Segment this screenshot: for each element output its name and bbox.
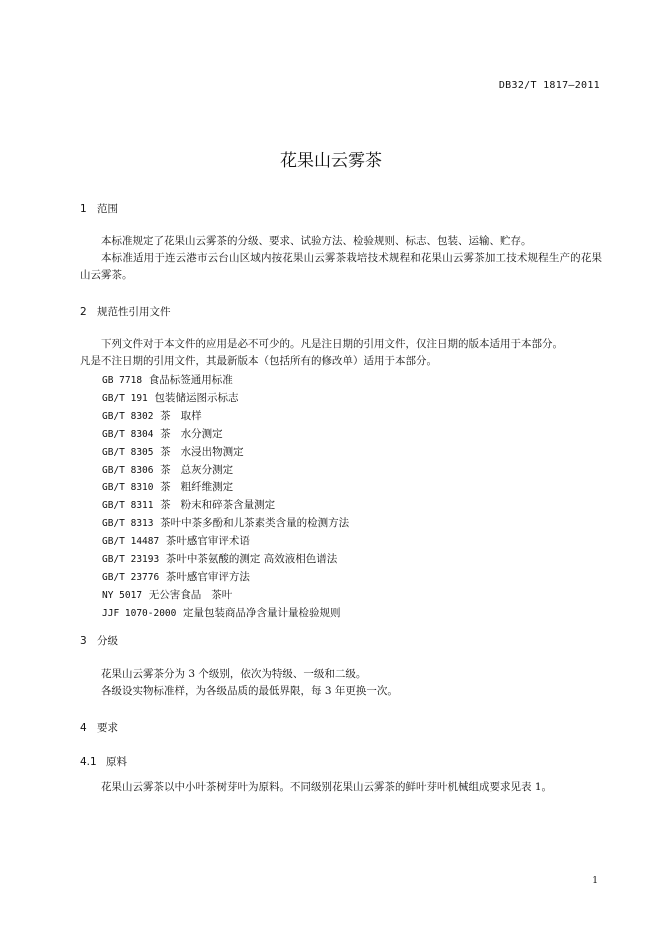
standard-code: DB32/T 1817—2011 (498, 80, 600, 91)
reference-item (102, 551, 349, 569)
normative-references-list (102, 372, 349, 623)
reference-code: GB/T 8306 (102, 464, 154, 476)
document-title: 花果山云雾茶 (280, 151, 382, 171)
reference-name: 茶 水分测定 (153, 427, 223, 440)
reference-name: 定量包装商品净含量计量检验规则 (176, 606, 341, 619)
reference-item (102, 515, 349, 533)
section-4-1-paragraph-1: 花果山云雾茶以中小叶茶树芽叶为原料。不同级别花果山云雾茶的鲜叶芽叶机械组成要求见表 1。 (101, 781, 553, 793)
reference-code: GB/T 14487 (102, 536, 160, 548)
section-number: 1 (80, 203, 87, 215)
reference-code: GB/T 8305 (102, 446, 154, 458)
section-title: 原料 (106, 756, 127, 768)
reference-item (102, 605, 349, 623)
section-number: 4.1 (80, 756, 97, 768)
page-number: 1 (592, 876, 598, 886)
reference-code: GB 7718 (102, 375, 143, 386)
reference-item (102, 426, 349, 444)
section-2-paragraph-2: 凡是不注日期的引用文件，其最新版本（包括所有的修改单）适用于本部分。 (80, 355, 437, 367)
reference-name: 包装储运图示标志 (147, 391, 239, 404)
section-3-paragraph-2: 各级设实物标准样，为各级品质的最低界限，每 3 年更换一次。 (101, 685, 398, 697)
section-3-heading (80, 633, 118, 648)
reference-code: GB/T 8313 (102, 518, 154, 530)
reference-code: GB/T 8304 (102, 428, 154, 440)
reference-code: GB/T 8311 (102, 500, 154, 512)
reference-item (102, 569, 349, 587)
reference-name: 无公害食品 茶叶 (142, 588, 233, 601)
section-title: 要求 (97, 722, 118, 734)
section-2-heading (80, 304, 171, 319)
section-1-paragraph-1: 本标准规定了花果山云雾茶的分级、要求、试验方法、检验规则、标志、包装、运输、贮存。 (101, 235, 532, 247)
reference-code: GB/T 23193 (102, 554, 160, 566)
reference-item (102, 462, 349, 480)
section-title: 规范性引用文件 (97, 306, 171, 318)
reference-item (102, 479, 349, 497)
reference-code: JJF 1070-2000 (102, 607, 177, 619)
reference-item (102, 408, 349, 426)
section-number: 4 (80, 722, 87, 734)
section-4-heading (80, 720, 118, 735)
reference-item (102, 390, 349, 408)
reference-code: GB/T 8302 (102, 410, 154, 422)
reference-name: 茶叶中茶氨酸的测定 高效液相色谱法 (159, 553, 338, 566)
section-title: 范围 (97, 203, 118, 215)
reference-item (102, 497, 349, 515)
section-number: 3 (80, 635, 87, 647)
section-1-paragraph-2: 本标准适用于连云港市云台山区域内按花果山云雾茶栽培技术规程和花果山云雾茶加工技术规程生产的花果山云雾茶。 (80, 252, 602, 281)
reference-name: 食品标签通用标准 (142, 374, 233, 386)
reference-item (102, 444, 349, 462)
reference-name: 茶 取样 (153, 409, 202, 422)
reference-code: GB/T 8310 (102, 482, 154, 494)
section-3-paragraph-1: 花果山云雾茶分为 3 个级别，依次为特级、一级和二级。 (101, 668, 367, 680)
reference-code: NY 5017 (102, 589, 143, 601)
reference-item (102, 533, 349, 551)
reference-name: 茶叶感官审评方法 (159, 570, 250, 583)
section-title: 分级 (97, 635, 118, 647)
reference-item (102, 372, 349, 390)
section-number: 2 (80, 306, 87, 318)
reference-name: 茶 粗纤维测定 (153, 481, 234, 494)
reference-name: 茶 水浸出物测定 (153, 445, 244, 458)
reference-code: GB/T 191 (102, 392, 148, 404)
reference-name: 茶 粉末和碎茶含量测定 (153, 499, 276, 512)
section-2-paragraph-1: 下列文件对于本文件的应用是必不可少的。凡是注日期的引用文件，仅注日期的版本适用于本部分。 (101, 338, 563, 350)
reference-name: 茶叶中茶多酚和儿茶素类含量的检测方法 (153, 517, 350, 530)
section-4-1-heading (80, 754, 127, 769)
section-1-heading (80, 201, 118, 216)
reference-code: GB/T 23776 (102, 571, 160, 583)
reference-name: 茶 总灰分测定 (153, 463, 234, 476)
reference-name: 茶叶感官审评术语 (159, 535, 250, 548)
reference-item (102, 587, 349, 605)
